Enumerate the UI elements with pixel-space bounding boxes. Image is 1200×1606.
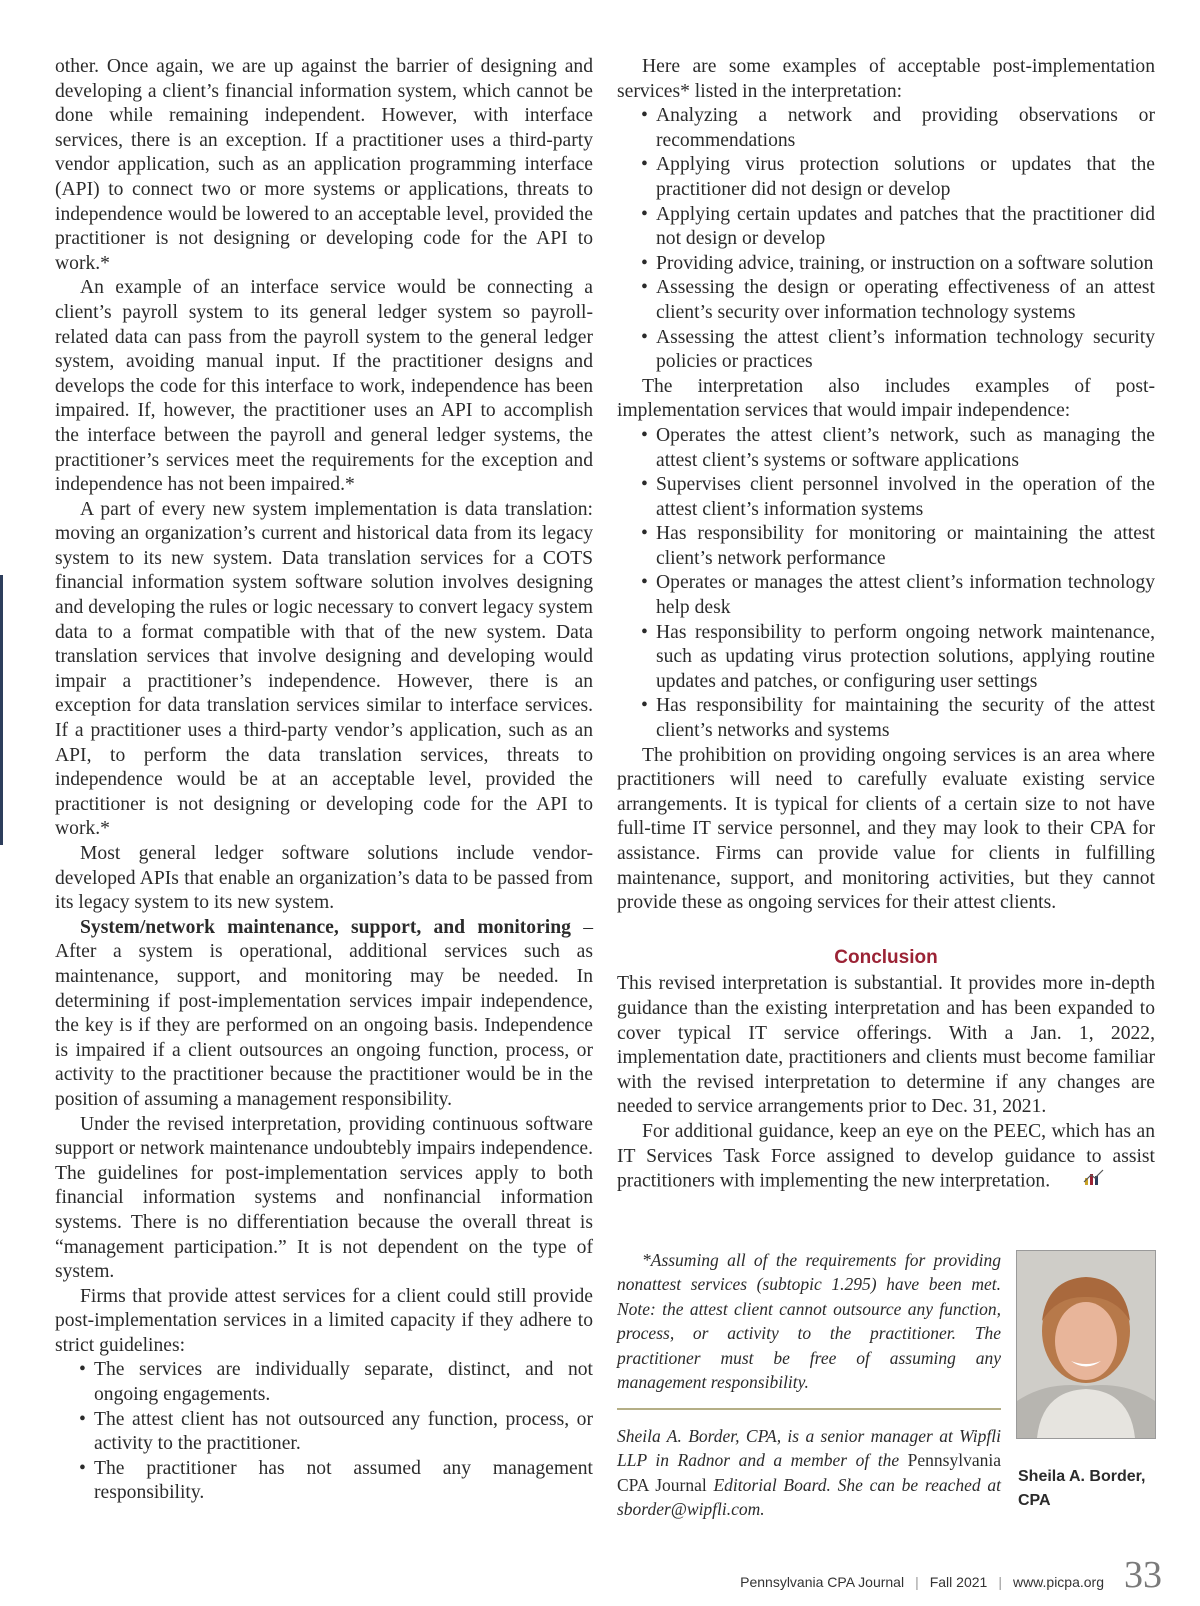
page-footer [740, 1554, 1162, 1596]
paragraph: Firms that provide attest services for a client could still provide post-implementation services in a limited capacity if they adhere to strict guidelines: [55, 1285, 593, 1356]
publication-name: Pennsylvania CPA Journal [740, 1574, 905, 1590]
list-item: • Applying virus protection solutions or updates that the practitioner did not design or develop [639, 153, 1155, 202]
list-item: • Assessing the design or operating effectiveness of an attest client’s security over information technology systems [639, 276, 1155, 325]
paragraph: Under the revised interpretation, providing continuous software support or network maintenance undoubtebly impairs independence. The guidelines for post-implementation services apply to both financial information systems and nonfinancial information systems. There is no differentiation because the overall threat is “management participation.” It is not dependent on the type of system. [55, 1113, 593, 1283]
paragraph: This revised interpretation is substantial. It provides more in-depth guidance than the existing interpretation and has been expanded to cover typical IT service offerings. With a Jan. 1, 2022, implementation date, practitioners and clients must become familiar with the revised interpretation to determine if any changes are needed to service arrangements prior to Dec. 31, 2021. [617, 973, 1155, 1118]
paragraph [617, 1120, 1155, 1195]
bio-text: Sheila A. Border, CPA, is a senior manager at Wipfli LLP in Radnor and a member of the [617, 1426, 1001, 1471]
list-item: • Analyzing a network and providing observations or recommendations [639, 104, 1155, 153]
run-in-heading: System/network maintenance, support, and monitoring [80, 916, 571, 938]
list-item: • Operates the attest client’s network, such as managing the attest client’s systems or software applications [639, 424, 1155, 473]
issue-date: Fall 2021 [929, 1574, 988, 1590]
paragraph-text: – After a system is operational, additional services such as maintenance, support, and monitoring may be needed. In determining if post-implementation services impair independence, the key is if they are performed on an ongoing basis. Independence is impaired if a client outsources an ongoing function, process, or activity to the practitioner because the practitioner would be in the position of assuming a management responsibility. [55, 916, 593, 1110]
sidebar-strip [0, 575, 3, 845]
divider [617, 1408, 1001, 1410]
paragraph: Most general ledger software solutions include vendor-developed APIs that enable an organization’s data to be passed from its legacy system to its new system. [55, 843, 593, 914]
page-number: 33 [1124, 1554, 1162, 1596]
paragraph: Here are some examples of acceptable post-implementation services* listed in the interpretation: [617, 56, 1155, 102]
paragraph: An example of an interface service would be connecting a client’s payroll system to its general ledger system so payroll-related data can pass from the payroll system to the general ledger system, avoiding manual input. If the practitioner designs and develops the code for this interface to work, independence has been impaired. If, however, the practitioner uses an API to accomplish the interface between the payroll and general ledger systems, the practitioner’s services meet the requirements for the exception and independence has not been impaired.* [55, 277, 593, 496]
list-item: • Has responsibility for maintaining the security of the attest client’s networks and systems [639, 694, 1155, 743]
paragraph: A part of every new system implementation is data translation: moving an organization’s current and historical data from its legacy system to its new system. Data translation services for a COTS financial information system software solution involves designing and developing the rules or logic necessary to convert legacy system data to a format compatible with that of the new system. Data translation services that involve designing and developing would impair a practitioner’s independence. However, there is an exception for data translation services similar to interface services. If a practitioner uses a third-party vendor’s application, such as an API, to perform the data translation services, threats to independence would be at an acceptable level, provided the practitioner is not designing or developing code for the API to work.* [55, 498, 593, 840]
conclusion-heading: Conclusion [834, 946, 938, 968]
bio-text: Editorial Board. She can be reached at sborder@wipfli.com. [617, 1474, 1001, 1520]
journal-name: Pennsylvania CPA Journal [617, 1450, 1001, 1495]
list-item: • The practitioner has not assumed any management responsibility. [77, 1457, 593, 1506]
paragraph [55, 916, 593, 1113]
separator: | [998, 1574, 1002, 1590]
paragraph: The interpretation also includes examples of post-implementation services that would impair independence: [617, 375, 1155, 422]
paragraph: other. Once again, we are up against the barrier of designing and developing a client’s financial information system, which cannot be done while remaining independent. However, with interface services, there is an exception. If a practitioner uses a third-party vendor application, such as an application programming interface (API) to connect two or more systems or applications, threats to independence would be lowered to an acceptable level, provided the practitioner is not designing or developing code for the API to work.* [55, 56, 593, 274]
list-item: • Supervises client personnel involved in the operation of the attest client’s information systems [639, 473, 1155, 522]
author-bio [617, 1424, 1001, 1522]
right-column [617, 55, 1155, 1195]
separator: | [915, 1574, 919, 1590]
bullet-list [77, 1358, 593, 1506]
footnote: *Assuming all of the requirements for providing nonattest services (subtopic 1.295) have been met. Note: the attest client cannot outsource any function, process, or activity to the practitioner. The practitioner must be free of assuming any management responsibility. [617, 1250, 1001, 1393]
list-item: • Has responsibility for monitoring or maintaining the attest client’s network performance [639, 522, 1155, 571]
list-item: • Providing advice, training, or instruction on a software solution [639, 252, 1155, 277]
end-mark-icon [1058, 1169, 1105, 1195]
paragraph-text: For additional guidance, keep an eye on the PEEC, which has an IT Services Task Force assigned to develop guidance to assist practitioners with implementing the new interpretation. [617, 1120, 1155, 1192]
list-item: • Assessing the attest client’s information technology security policies or practices [639, 326, 1155, 375]
list-item: • Applying certain updates and patches that the practitioner did not design or develop [639, 203, 1155, 252]
author-photo [1016, 1250, 1156, 1439]
bullet-list [639, 104, 1155, 375]
list-item: • Operates or manages the attest client’s information technology help desk [639, 571, 1155, 620]
website-link[interactable]: www.picpa.org [1012, 1574, 1104, 1590]
list-item: • The attest client has not outsourced any function, process, or activity to the practitioner. [77, 1408, 593, 1457]
list-item: • Has responsibility to perform ongoing network maintenance, such as updating virus protection solutions, applying routine updates and patches, or configuring user settings [639, 621, 1155, 695]
bullet-list [639, 424, 1155, 744]
paragraph: The prohibition on providing ongoing services is an area where practitioners will need to carefully evaluate existing service arrangements. It is typical for clients of a certain size to not have full-time IT service personnel, and they may look to their CPA for assistance. Firms can provide value for clients in fulfilling maintenance, support, and monitoring activities, but they cannot provide these as ongoing services for their attest clients. [617, 744, 1155, 914]
list-item: • The services are individually separate, distinct, and not ongoing engagements. [77, 1358, 593, 1407]
photo-caption: Sheila A. Border, CPA [1018, 1468, 1146, 1509]
left-column [55, 55, 593, 1506]
